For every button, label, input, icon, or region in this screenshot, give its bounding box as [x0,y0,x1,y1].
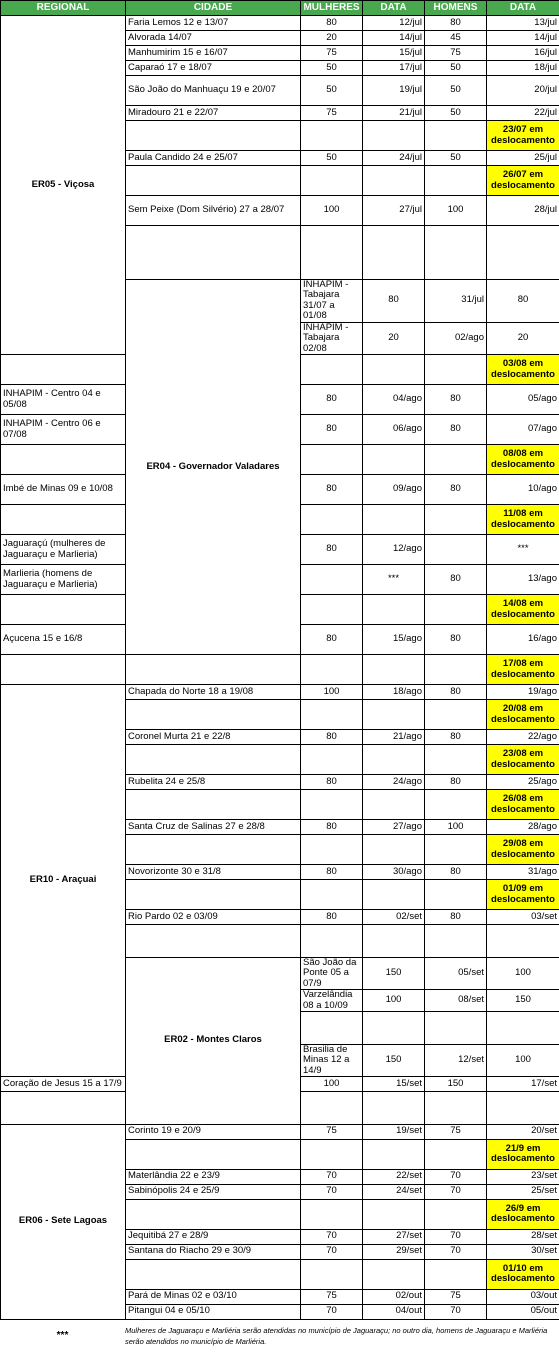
table-row [1,1124,559,1139]
men-date-cell: 05/ago [487,385,559,415]
women-date-cell [363,445,425,475]
transit-date-cell: 03/08 em deslocamento [487,355,559,385]
women-count-cell [363,925,425,958]
men-date-cell: 22/ago [487,730,559,745]
men-count-cell: 70 [425,1169,487,1184]
women-count-cell [301,445,363,475]
header-homens: HOMENS [425,1,487,16]
city-cell [126,1259,301,1289]
transit-date-cell: 20/08 em deslocamento [487,700,559,730]
women-date-cell [363,121,425,151]
men-date-cell: 03/set [487,910,559,925]
footnote-mark: *** [0,1320,125,1341]
men-date-cell: 20/jul [487,76,559,106]
women-date-cell: 14/jul [363,31,425,46]
women-date-cell: 06/ago [363,415,425,445]
men-date-cell: 31/ago [487,865,559,880]
city-cell: Manhumirim 15 e 16/07 [126,46,301,61]
men-date-cell: 20/set [487,1124,559,1139]
city-cell: Pitangui 04 e 05/10 [126,1304,301,1319]
city-cell [301,925,363,958]
men-count-cell [425,1259,487,1289]
city-cell [126,121,301,151]
regional-cell: ER06 - Sete Lagoas [1,1124,126,1319]
men-count-cell: 80 [425,865,487,880]
women-date-cell [363,505,425,535]
city-cell: Santana do Riacho 29 e 30/9 [126,1244,301,1259]
women-date-cell: 21/jul [363,106,425,121]
women-count-cell: 75 [301,46,363,61]
women-date-cell: 22/set [363,1169,425,1184]
men-date-cell: 23/set [487,1169,559,1184]
transit-date-cell: 26/9 em deslocamento [487,1199,559,1229]
city-cell: Marlieria (homens de Jaguaraçu e Marlieria) [1,565,126,595]
men-count-cell: 150 [425,1077,487,1092]
city-cell [301,1012,363,1045]
men-count-cell: 75 [425,1124,487,1139]
women-date-cell: 15/jul [363,46,425,61]
women-date-cell: 29/set [363,1244,425,1259]
city-cell: Materlândia 22 e 23/9 [126,1169,301,1184]
women-date-cell: 19/set [363,1124,425,1139]
men-count-cell [425,835,487,865]
women-count-cell: 150 [363,1044,425,1077]
women-date-cell [363,835,425,865]
women-date-cell: 24/jul [363,151,425,166]
women-count-cell [301,700,363,730]
women-count-cell [301,1199,363,1229]
women-date-cell [363,700,425,730]
city-cell: Corinto 19 e 20/9 [126,1124,301,1139]
city-cell: Sabinópolis 24 e 25/9 [126,1184,301,1199]
men-date-cell: 19/ago [487,685,559,700]
women-date-cell [425,925,487,958]
men-count-cell: 80 [425,415,487,445]
city-cell [126,745,301,775]
city-cell: São João da Ponte 05 a 07/9 [301,957,363,990]
women-date-cell: 27/jul [363,196,425,226]
men-count-cell [487,1012,559,1045]
women-count-cell [301,1259,363,1289]
header-row [1,1,559,16]
city-cell [126,1139,301,1169]
transit-date-cell: 29/08 em deslocamento [487,835,559,865]
women-count-cell: 80 [301,775,363,790]
men-count-cell: 70 [425,1229,487,1244]
men-count-cell: 45 [425,31,487,46]
women-count-cell [301,595,363,625]
transit-date-cell: 01/09 em deslocamento [487,880,559,910]
men-count-cell [425,355,487,385]
city-cell: INHAPIM - Tabajara 02/08 [301,322,363,355]
women-date-cell: 15/ago [363,625,425,655]
header-cidade: CIDADE [126,1,301,16]
women-count-cell: 80 [301,730,363,745]
women-count-cell: 80 [301,475,363,505]
transit-date-cell: 01/10 em deslocamento [487,1259,559,1289]
men-count-cell [487,1092,559,1125]
city-cell: Coração de Jesus 15 a 17/9 [1,1077,126,1092]
men-date-cell: 14/jul [487,31,559,46]
header-data-mulheres: DATA [363,1,425,16]
transit-date-cell: 26/08 em deslocamento [487,790,559,820]
women-date-cell: 05/set [425,957,487,990]
women-date-cell [363,1139,425,1169]
women-date-cell [425,1012,487,1045]
men-count-cell: 80 [425,385,487,415]
men-count-cell [425,655,487,685]
women-count-cell [301,166,363,196]
women-date-cell [363,880,425,910]
table-row [1,16,559,31]
women-date-cell [363,745,425,775]
city-cell [126,700,301,730]
men-count-cell [425,166,487,196]
women-count-cell: 50 [301,151,363,166]
women-date-cell [425,1092,487,1125]
women-date-cell [425,226,487,280]
table-row [1,685,559,700]
city-cell [1,445,126,475]
city-cell [301,1092,363,1125]
women-date-cell: 09/ago [363,475,425,505]
men-count-cell: 80 [425,475,487,505]
women-count-cell: 70 [301,1184,363,1199]
women-count-cell: 80 [301,535,363,565]
women-date-cell: 08/set [425,990,487,1012]
women-date-cell [363,1199,425,1229]
women-date-cell: 27/ago [363,820,425,835]
women-count-cell [363,1092,425,1125]
men-count-cell [487,925,559,958]
women-count-cell: 80 [301,820,363,835]
men-date-cell: 13/jul [487,16,559,31]
footnote-text: Mulheres de Jaguaraçu e Marliéria serão atendidas no município de Jaguaraçu; no outro dia, homens de Jaguaraçu e Marliéria serão atendidos no município de Marliéria. [125,1320,555,1347]
women-date-cell: 12/ago [363,535,425,565]
women-count-cell [301,565,363,595]
women-date-cell: 31/jul [425,279,487,322]
men-date-cell: 25/set [487,1184,559,1199]
women-count-cell [301,880,363,910]
men-count-cell [425,745,487,775]
header-mulheres: MULHERES [301,1,363,16]
women-count-cell: 80 [301,415,363,445]
city-cell: Alvorada 14/07 [126,31,301,46]
regional-cell: ER05 - Viçosa [1,16,126,355]
men-count-cell: 70 [425,1244,487,1259]
city-cell: Santa Cruz de Salinas 27 e 28/8 [126,820,301,835]
city-cell: Caparaó 17 e 18/07 [126,61,301,76]
women-date-cell [363,166,425,196]
regional-cell [126,925,301,958]
men-count-cell: 50 [425,106,487,121]
women-date-cell [363,790,425,820]
women-count-cell [301,121,363,151]
women-count-cell: 50 [301,76,363,106]
men-date-cell: 25/jul [487,151,559,166]
women-date-cell: 12/set [425,1044,487,1077]
men-date-cell: 03/out [487,1289,559,1304]
women-count-cell: 70 [301,1244,363,1259]
women-date-cell: 02/ago [425,322,487,355]
women-count-cell [301,835,363,865]
city-cell: Varzelândia 08 a 10/09 [301,990,363,1012]
women-count-cell: 100 [301,685,363,700]
women-count-cell: 80 [301,625,363,655]
men-count-cell: 100 [425,196,487,226]
men-count-cell [425,880,487,910]
men-count-cell [425,121,487,151]
women-date-cell: 02/out [363,1289,425,1304]
men-count-cell: 50 [425,76,487,106]
men-date-cell: 30/set [487,1244,559,1259]
men-count-cell: 100 [487,1044,559,1077]
regional-cell [1,655,126,685]
transit-date-cell: 11/08 em deslocamento [487,505,559,535]
city-cell [1,355,126,385]
city-cell: Novorizonte 30 e 31/8 [126,865,301,880]
men-date-cell: 16/jul [487,46,559,61]
regional-cell [126,226,301,280]
city-cell: Rio Pardo 02 e 03/09 [126,910,301,925]
city-cell: INHAPIM - Centro 06 e 07/08 [1,415,126,445]
women-count-cell: 70 [301,1169,363,1184]
city-cell: Faria Lemos 12 e 13/07 [126,16,301,31]
men-count-cell: 70 [425,1184,487,1199]
women-count-cell: 100 [301,196,363,226]
transit-date-cell: 23/08 em deslocamento [487,745,559,775]
women-count-cell: 100 [301,1077,363,1092]
women-count-cell: 80 [301,910,363,925]
women-date-cell [363,595,425,625]
city-cell [1,505,126,535]
men-count-cell: 50 [425,151,487,166]
regional-cell: ER04 - Governador Valadares [126,279,301,655]
women-date-cell: 04/out [363,1304,425,1319]
women-count-cell [301,790,363,820]
men-count-cell: 80 [425,910,487,925]
men-date-cell: 05/out [487,1304,559,1319]
city-cell [126,790,301,820]
header-data-homens: DATA [487,1,559,16]
men-date-cell: 18/jul [487,61,559,76]
men-count-cell: 50 [425,61,487,76]
regional-cell: ER02 - Montes Claros [126,957,301,1124]
regional-cell [1,1092,126,1125]
men-count-cell [425,700,487,730]
women-date-cell [363,1259,425,1289]
men-count-cell: 80 [487,279,559,322]
women-date-cell [363,355,425,385]
men-count-cell: 100 [425,820,487,835]
men-count-cell: 80 [425,775,487,790]
transit-date-cell: 14/08 em deslocamento [487,595,559,625]
women-date-cell: 15/set [363,1077,425,1092]
women-date-cell: 04/ago [363,385,425,415]
city-cell: INHAPIM - Tabajara 31/07 a 01/08 [301,279,363,322]
men-count-cell: 80 [425,730,487,745]
women-date-cell: 02/set [363,910,425,925]
men-count-cell [425,1199,487,1229]
men-count-cell: 70 [425,1304,487,1319]
transit-row [1,655,559,685]
men-count-cell [425,535,487,565]
city-cell: Chapada do Norte 18 a 19/08 [126,685,301,700]
men-date-cell: 13/ago [487,565,559,595]
city-cell [126,166,301,196]
men-count-cell [425,505,487,535]
men-count-cell [487,226,559,280]
women-count-cell: 75 [301,1289,363,1304]
women-count-cell: 100 [363,990,425,1012]
men-count-cell: 80 [425,565,487,595]
men-count-cell [425,595,487,625]
women-date-cell: 24/set [363,1184,425,1199]
city-cell: Pará de Minas 02 e 03/10 [126,1289,301,1304]
men-date-cell: 10/ago [487,475,559,505]
women-count-cell: 80 [301,16,363,31]
women-count-cell [301,355,363,385]
city-cell [301,226,363,280]
men-count-cell [425,445,487,475]
city-cell: Jaguaraçú (mulheres de Jaguaraçu e Marlieria) [1,535,126,565]
women-count-cell: 20 [363,322,425,355]
men-date-cell: 28/set [487,1229,559,1244]
women-date-cell: 27/set [363,1229,425,1244]
city-cell: São João do Manhuaçu 19 e 20/07 [126,76,301,106]
city-cell [126,835,301,865]
women-count-cell [301,745,363,775]
women-count-cell [363,1012,425,1045]
women-date-cell: 19/jul [363,76,425,106]
header-regional: REGIONAL [1,1,126,16]
women-count-cell: 80 [301,865,363,880]
men-count-cell [425,790,487,820]
women-count-cell: 75 [301,106,363,121]
women-count-cell [301,505,363,535]
city-cell [1,595,126,625]
city-cell: Rubelita 24 e 25/8 [126,775,301,790]
women-count-cell: 20 [301,31,363,46]
women-date-cell: 21/ago [363,730,425,745]
transit-date-cell: 08/08 em deslocamento [487,445,559,475]
footnote [0,1320,559,1366]
city-cell [126,655,301,685]
women-date-cell: 30/ago [363,865,425,880]
regional-cell: ER10 - Araçuai [1,685,126,1077]
transit-date-cell: 17/08 em deslocamento [487,655,559,685]
men-date-cell: 28/jul [487,196,559,226]
schedule-body [1,16,559,1320]
city-cell [126,880,301,910]
women-date-cell [363,655,425,685]
women-count-cell [301,1139,363,1169]
women-date-cell: *** [363,565,425,595]
city-cell: Paula Candido 24 e 25/07 [126,151,301,166]
men-count-cell: 150 [487,990,559,1012]
transit-date-cell: 21/9 em deslocamento [487,1139,559,1169]
women-count-cell: 70 [301,1229,363,1244]
city-cell: INHAPIM - Centro 04 e 05/08 [1,385,126,415]
women-date-cell: 17/jul [363,61,425,76]
women-count-cell: 150 [363,957,425,990]
men-count-cell: 100 [487,957,559,990]
women-date-cell: 24/ago [363,775,425,790]
men-count-cell: 80 [425,16,487,31]
women-count-cell [363,226,425,280]
city-cell: Miradouro 21 e 22/07 [126,106,301,121]
women-count-cell: 80 [301,385,363,415]
men-count-cell: 80 [425,685,487,700]
men-count-cell: 75 [425,46,487,61]
city-cell: Imbé de Minas 09 e 10/08 [1,475,126,505]
transit-date-cell: 23/07 em deslocamento [487,121,559,151]
transit-date-cell: 26/07 em deslocamento [487,166,559,196]
women-count-cell: 70 [301,1304,363,1319]
men-date-cell: 22/jul [487,106,559,121]
women-count-cell: 80 [363,279,425,322]
men-date-cell: 25/ago [487,775,559,790]
city-cell: Sem Peixe (Dom Silvério) 27 a 28/07 [126,196,301,226]
men-count-cell: 80 [425,625,487,655]
women-count-cell: 50 [301,61,363,76]
city-cell: Brasilia de Minas 12 a 14/9 [301,1044,363,1077]
men-date-cell: 17/set [487,1077,559,1092]
women-date-cell: 12/jul [363,16,425,31]
women-count-cell: 75 [301,1124,363,1139]
city-cell: Coronel Murta 21 e 22/8 [126,730,301,745]
men-count-cell: 75 [425,1289,487,1304]
men-date-cell: 07/ago [487,415,559,445]
men-date-cell: *** [487,535,559,565]
women-date-cell: 18/ago [363,685,425,700]
men-count-cell [425,1139,487,1169]
men-date-cell: 16/ago [487,625,559,655]
women-count-cell [301,655,363,685]
men-date-cell: 28/ago [487,820,559,835]
city-cell: Açucena 15 e 16/8 [1,625,126,655]
city-cell [126,1199,301,1229]
men-count-cell: 20 [487,322,559,355]
city-cell: Jequitibá 27 e 28/9 [126,1229,301,1244]
